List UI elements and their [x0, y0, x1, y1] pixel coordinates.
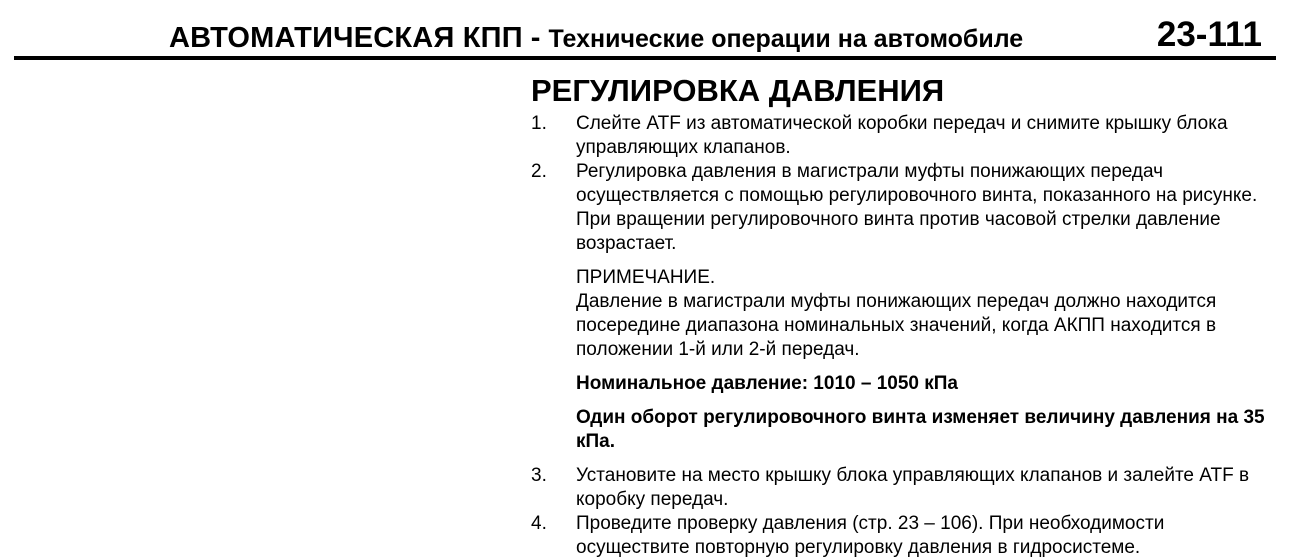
step-2: [531, 160, 1271, 256]
step-number: 3.: [531, 465, 547, 486]
step-3: [531, 464, 1271, 512]
spec-nominal-pressure: Номинальное давление: 1010 – 1050 кПа: [576, 373, 958, 394]
step-text: Установите на место крышку блока управляющих клапанов и залейте ATF в коробку передач.: [576, 465, 1250, 510]
header-title: [169, 24, 1023, 53]
spec-screw-turn: Один оборот регулировочного винта изменяет величину давления на 35 кПа.: [576, 407, 1265, 452]
header-title-main: АВТОМАТИЧЕСКАЯ КПП: [169, 22, 523, 54]
header-title-sub: Технические операции на автомобиле: [548, 25, 1024, 53]
section-content: [531, 112, 1271, 560]
step-4: [531, 512, 1271, 560]
note-heading: ПРИМЕЧАНИЕ.: [576, 267, 716, 288]
page-number: 23-111: [1156, 15, 1262, 54]
header-title-separator: -: [522, 22, 549, 54]
step-1: [531, 112, 1271, 160]
note: [576, 266, 1271, 362]
note-text: Давление в магистрали муфты понижающих передач должно находится посередине диапазона номинальных значений, когда АКПП находится в положении 1-й или 2-й передач.: [576, 291, 1217, 360]
step-number: 2.: [531, 161, 547, 182]
step-text: Слейте ATF из автоматической коробки передач и снимите крышку блока управляющих клапанов.: [576, 113, 1228, 158]
step-text: Регулировка давления в магистрали муфты понижающих передач осуществляется с помощью регулировочного винта, показанного на рисунке. При вращении регулировочного винта против часовой стрелки давление возрастает.: [576, 161, 1258, 254]
page-header: [14, 0, 1276, 60]
section-title: РЕГУЛИРОВКА ДАВЛЕНИЯ: [531, 73, 945, 108]
step-number: 4.: [531, 513, 547, 534]
step-number: 1.: [531, 113, 547, 134]
step-text: Проведите проверку давления (стр. 23 – 106). При необходимости осуществите повторную регулировку давления в гидросистеме.: [576, 513, 1165, 558]
